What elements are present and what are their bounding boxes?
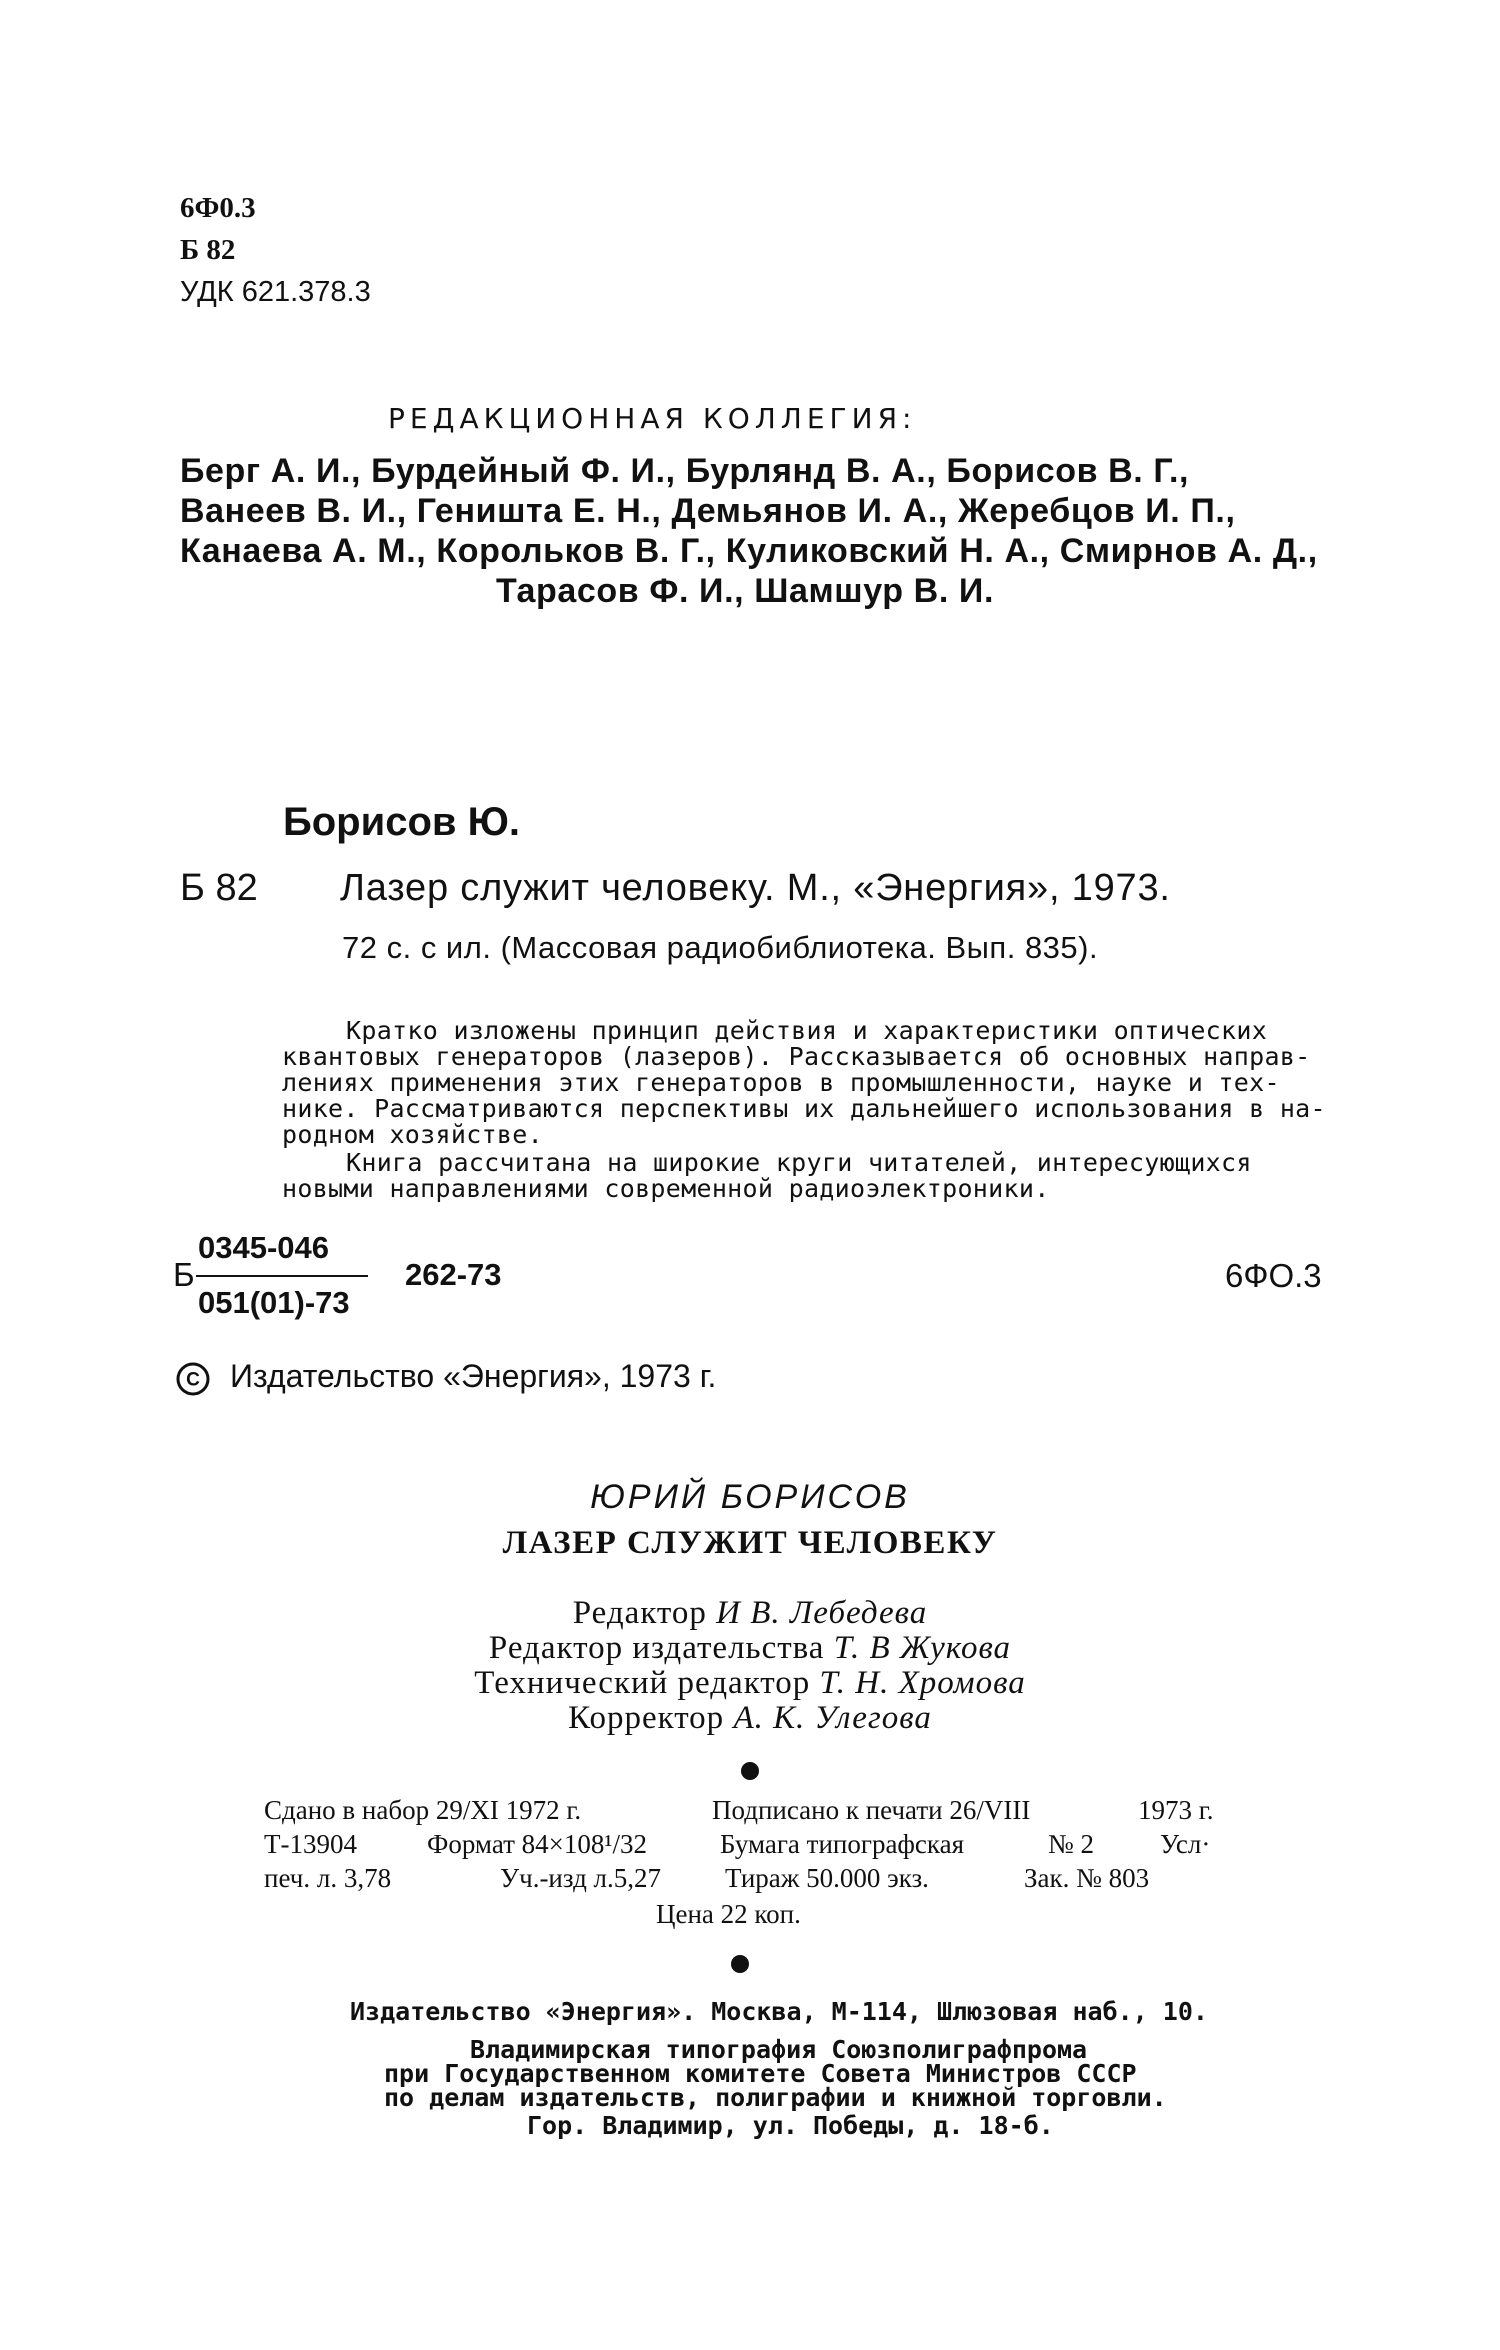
fraction-rule: [196, 1275, 368, 1277]
colophon-title: ЛАЗЕР СЛУЖИТ ЧЕЛОВЕКУ: [502, 1525, 998, 1561]
udk-index: УДК 621.378.3: [180, 276, 371, 308]
abstract-line: Кратко изложены принцип действия и характеристики оптических: [346, 1016, 1268, 1045]
editorial-board-line: Канаева А. М., Корольков В. Г., Куликовский Н. А., Смирнов А. Д.,: [180, 532, 1318, 570]
imprint-item: Усл·: [1160, 1829, 1211, 1859]
index-code-right: 6ФО.3: [1225, 1257, 1322, 1294]
imprint-item: печ. л. 3,78: [264, 1863, 392, 1893]
credit-name: Т. В Жукова: [833, 1630, 1012, 1666]
printer-line: Владимирская типография Союзполиграфпрома: [470, 2035, 1088, 2064]
imprint-item: Тираж 50.000 экз.: [725, 1863, 929, 1893]
imprint-item: Подписано к печати 26/VIII: [712, 1795, 1031, 1825]
publisher-address: Издательство «Энергия». Москва, М-114, Шлюзовая наб., 10.: [350, 1997, 1208, 2026]
catalog-code: Б 82: [180, 867, 258, 909]
abstract-line: квантовых генераторов (лазеров). Рассказывается об основных направ-: [282, 1042, 1311, 1071]
imprint-item: Сдано в набор 29/XI 1972 г.: [264, 1795, 582, 1825]
index-code-letter: Б: [173, 1256, 195, 1293]
editorial-board-line: Берг А. И., Бурдейный Ф. И., Бурлянд В. А., Борисов В. Г.,: [180, 452, 1190, 490]
credit-line: [0, 1630, 1500, 1667]
abstract-line: нике. Рассматриваются перспективы их дальнейшего использования в на-: [282, 1094, 1326, 1123]
catalog-author: Борисов Ю.: [283, 800, 520, 844]
catalog-subtitle: 72 с. с ил. (Массовая радиобиблиотека. Вып. 835).: [342, 930, 1099, 965]
credit-role: Редактор издательства: [488, 1630, 825, 1666]
author-mark: Б 82: [180, 234, 236, 266]
imprint-item: Формат 84×108¹/32: [427, 1829, 647, 1859]
credit-name: И В. Лебедева: [716, 1595, 928, 1631]
credit-line: [0, 1665, 1500, 1702]
credit-name: Т. Н. Хромова: [819, 1665, 1026, 1701]
abstract-line: Книга рассчитана на широкие круги читателей, интересующихся: [346, 1148, 1252, 1177]
credit-line: [0, 1700, 1500, 1737]
imprint-item: 1973 г.: [1138, 1795, 1214, 1825]
abstract-line: родном хозяйстве.: [282, 1120, 543, 1149]
credit-role: Редактор: [572, 1595, 707, 1631]
copyright-text: Издательство «Энергия», 1973 г.: [230, 1358, 717, 1394]
printer-line: по делам издательств, полиграфии и книжной торговли.: [384, 2083, 1167, 2112]
editorial-board-line: Ванеев В. И., Геништа Е. Н., Демьянов И. А., Жеребцов И. П.,: [180, 492, 1236, 530]
imprint-item: Зак. № 803: [1024, 1863, 1150, 1893]
imprint-item: Уч.-изд л.5,27: [500, 1863, 662, 1893]
separator-dot: [731, 1955, 749, 1973]
credit-role: Технический редактор: [474, 1665, 811, 1701]
imprint-item: № 2: [1048, 1829, 1095, 1859]
index-code-numerator: 0345-046: [198, 1230, 330, 1265]
index-code-denominator: 051(01)-73: [198, 1285, 350, 1320]
credit-role: Корректор: [568, 1700, 725, 1736]
colophon-author: ЮРИЙ БОРИСОВ: [590, 1478, 910, 1516]
separator-dot: [741, 1762, 759, 1780]
credit-line: [0, 1595, 1500, 1632]
editorial-board-line: Тарасов Ф. И., Шамшур В. И.: [496, 572, 994, 610]
printer-line: при Государственном комитете Совета Министров СССР: [384, 2059, 1137, 2088]
bbk-index: 6Ф0.3: [180, 192, 256, 224]
printer-line: Гор. Владимир, ул. Победы, д. 18-б.: [527, 2111, 1054, 2140]
price: Цена 22 коп.: [656, 1899, 801, 1929]
copyright-icon: [176, 1362, 210, 1396]
imprint-item: Т-13904: [264, 1829, 357, 1859]
index-code-number: 262-73: [405, 1257, 502, 1292]
editorial-board-title: РЕДАКЦИОННАЯ КОЛЛЕГИЯ:: [388, 402, 917, 435]
catalog-title: Лазер служит человеку. М., «Энергия», 1973.: [340, 867, 1171, 909]
abstract-line: лениях применения этих генераторов в промышленности, науке и тех-: [282, 1068, 1280, 1097]
abstract-line: новыми направлениями современной радиоэлектроники.: [282, 1174, 1050, 1203]
imprint-item: Бумага типографская: [720, 1829, 965, 1859]
credit-name: А. К. Улегова: [733, 1700, 932, 1736]
svg-text:C: C: [186, 1369, 200, 1391]
